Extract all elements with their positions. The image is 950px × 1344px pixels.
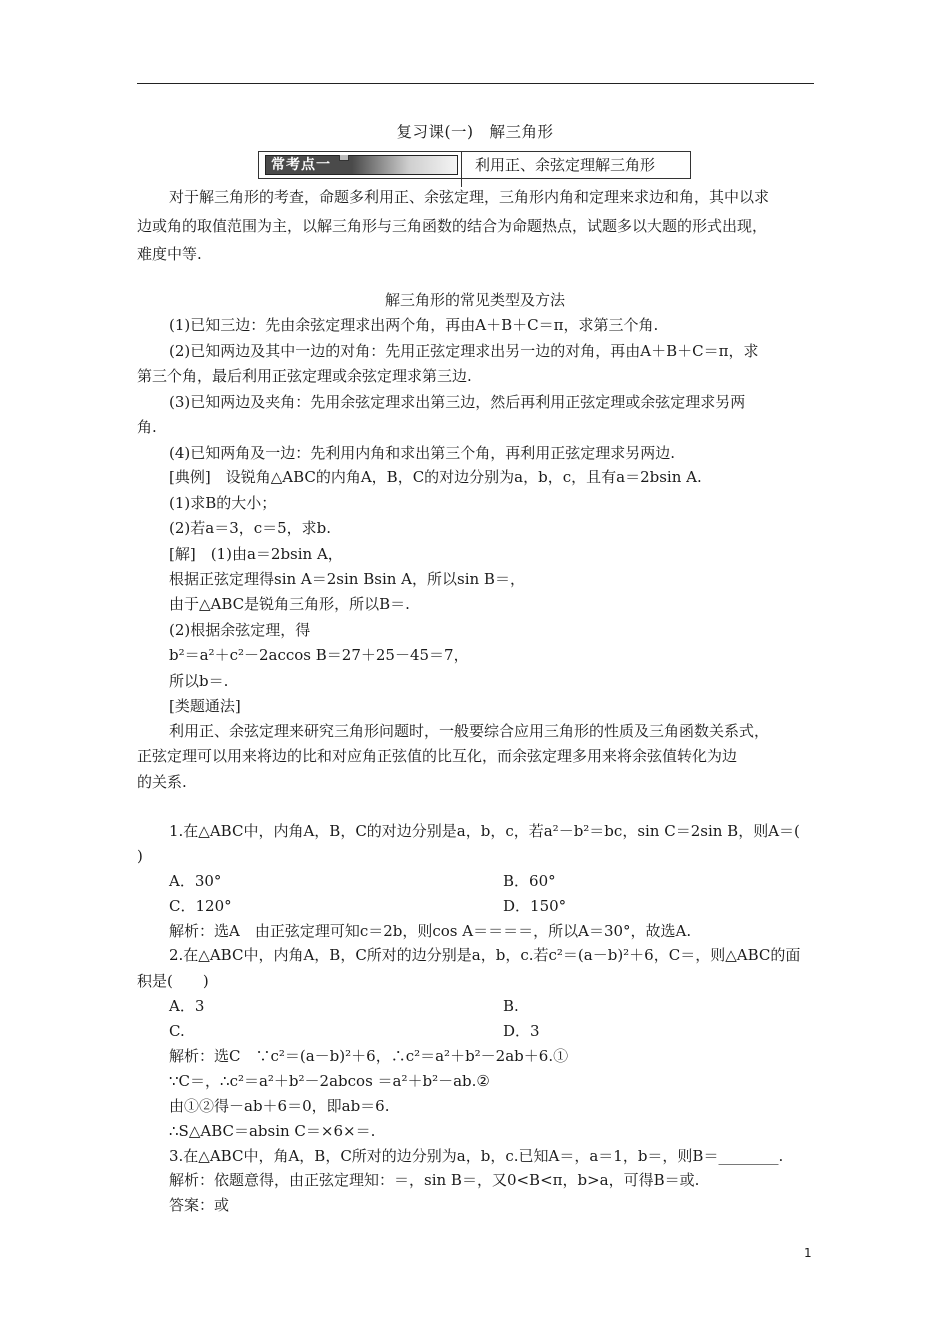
topic-title: 利用正、余弦定理解三角形 <box>475 156 656 174</box>
method-summary-line: 的关系. <box>137 773 187 791</box>
topic-banner <box>258 151 691 179</box>
example-line: 根据正弦定理得sin A＝2sin Bsin A，所以sin B＝， <box>169 570 525 588</box>
exercise-2-question-cont: 积是( ) <box>137 972 209 990</box>
exercise-1-question: 1.在△ABC中，内角A，B，C的对边分别是a，b，c，若a²－b²＝bc，sin C＝2sin B，则A＝( <box>169 822 800 840</box>
intro-line: 边或角的取值范围为主，以解三角形与三角函数的结合为命题热点，试题多以大题的形式出现， <box>137 217 768 235</box>
page-number: 1 <box>804 1246 812 1260</box>
exercise-2-solution: ∵C＝，∴c²＝a²＋b²－2abcos ＝a²＋b²－ab.② <box>169 1072 490 1090</box>
example-line: (2)若a＝3，c＝5，求b. <box>169 519 332 537</box>
method-line: (3)已知两边及夹角：先用余弦定理求出第三边，然后再利用正弦定理或余弦定理求另两 <box>169 393 746 411</box>
example-line: (1)求B的大小； <box>169 494 277 512</box>
topic-tag <box>265 155 458 175</box>
exercise-3-answer: 答案：或 <box>169 1196 230 1214</box>
exercise-1-solution: 解析：选A 由正弦定理可知c＝2b，则cos A＝＝＝＝，所以A＝30°，故选A. <box>169 922 692 940</box>
example-line: [典例] 设锐角△ABC的内角A，B，C的对边分别为a，b，c，且有a＝2bsin A. <box>169 468 702 486</box>
example-line: 由于△ABC是锐角三角形，所以B＝. <box>169 595 410 613</box>
example-line: 所以b＝. <box>169 672 229 690</box>
header-rule <box>137 83 814 84</box>
example-line: [类题通法] <box>169 697 241 715</box>
exercise-2-solution: 由①②得－ab＋6＝0，即ab＝6. <box>169 1097 390 1115</box>
method-summary-line: 正弦定理可以用来将边的比和对应角正弦值的比互化，而余弦定理多用来将余弦值转化为边 <box>137 747 738 765</box>
exercise-3-solution: 解析：依题意得，由正弦定理知：＝，sin B＝，又0<B<π，b>a，可得B＝或. <box>169 1171 700 1189</box>
topic-tag-label: 常考点一 <box>271 157 331 173</box>
method-line: 第三个角，最后利用正弦定理或余弦定理求第三边. <box>137 367 472 385</box>
example-line: (2)根据余弦定理，得 <box>169 621 311 639</box>
tag-notch-decoration <box>339 155 349 161</box>
method-line: 角. <box>137 418 157 436</box>
exercise-1-option-d: D．150° <box>503 897 567 915</box>
method-line: (1)已知三边：先由余弦定理求出两个角，再由A＋B＋C＝π，求第三个角. <box>169 316 659 334</box>
exercise-1-question-cont: ) <box>137 847 143 865</box>
section-title: 解三角形的常见类型及方法 <box>384 291 565 309</box>
exercise-3-question: 3.在△ABC中，角A，B，C所对的边分别为a，b，c.已知A＝，a＝1，b＝，则B＝________. <box>169 1147 784 1165</box>
exercise-1-option-a: A．30° <box>169 872 222 890</box>
page-title: 复习课(一) 解三角形 <box>396 123 554 141</box>
exercise-2-solution: 解析：选C ∵c²＝(a－b)²＋6，∴c²＝a²＋b²－2ab＋6.① <box>169 1047 569 1065</box>
intro-line: 难度中等. <box>137 245 202 263</box>
method-line: (4)已知两角及一边：先利用内角和求出第三个角，再利用正弦定理求另两边. <box>169 444 676 462</box>
exercise-2-question: 2.在△ABC中，内角A，B，C所对的边分别是a，b，c.若c²＝(a－b)²＋6，C＝，则△ABC的面 <box>169 946 801 964</box>
exercise-2-option-d: D．3 <box>503 1022 540 1040</box>
exercise-2-option-c: C. <box>169 1022 185 1040</box>
method-summary-line: 利用正、余弦定理来研究三角形问题时，一般要综合应用三角形的性质及三角函数关系式， <box>169 722 770 740</box>
exercise-2-option-b: B. <box>503 997 519 1015</box>
exercise-1-option-c: C．120° <box>169 897 232 915</box>
exercise-1-option-b: B．60° <box>503 872 556 890</box>
example-line: [解] (1)由a＝2bsin A， <box>169 545 343 563</box>
example-line: b²＝a²＋c²－2accos B＝27＋25－45＝7， <box>169 646 469 664</box>
banner-divider <box>461 152 462 178</box>
exercise-2-option-a: A．3 <box>169 997 205 1015</box>
exercise-2-solution: ∴S△ABC＝absin C＝×6×＝. <box>169 1122 376 1140</box>
intro-line: 对于解三角形的考查，命题多利用正、余弦定理，三角形内角和定理来求边和角，其中以求 <box>169 188 770 206</box>
method-line: (2)已知两边及其中一边的对角：先用正弦定理求出另一边的对角，再由A＋B＋C＝π，求 <box>169 342 759 360</box>
